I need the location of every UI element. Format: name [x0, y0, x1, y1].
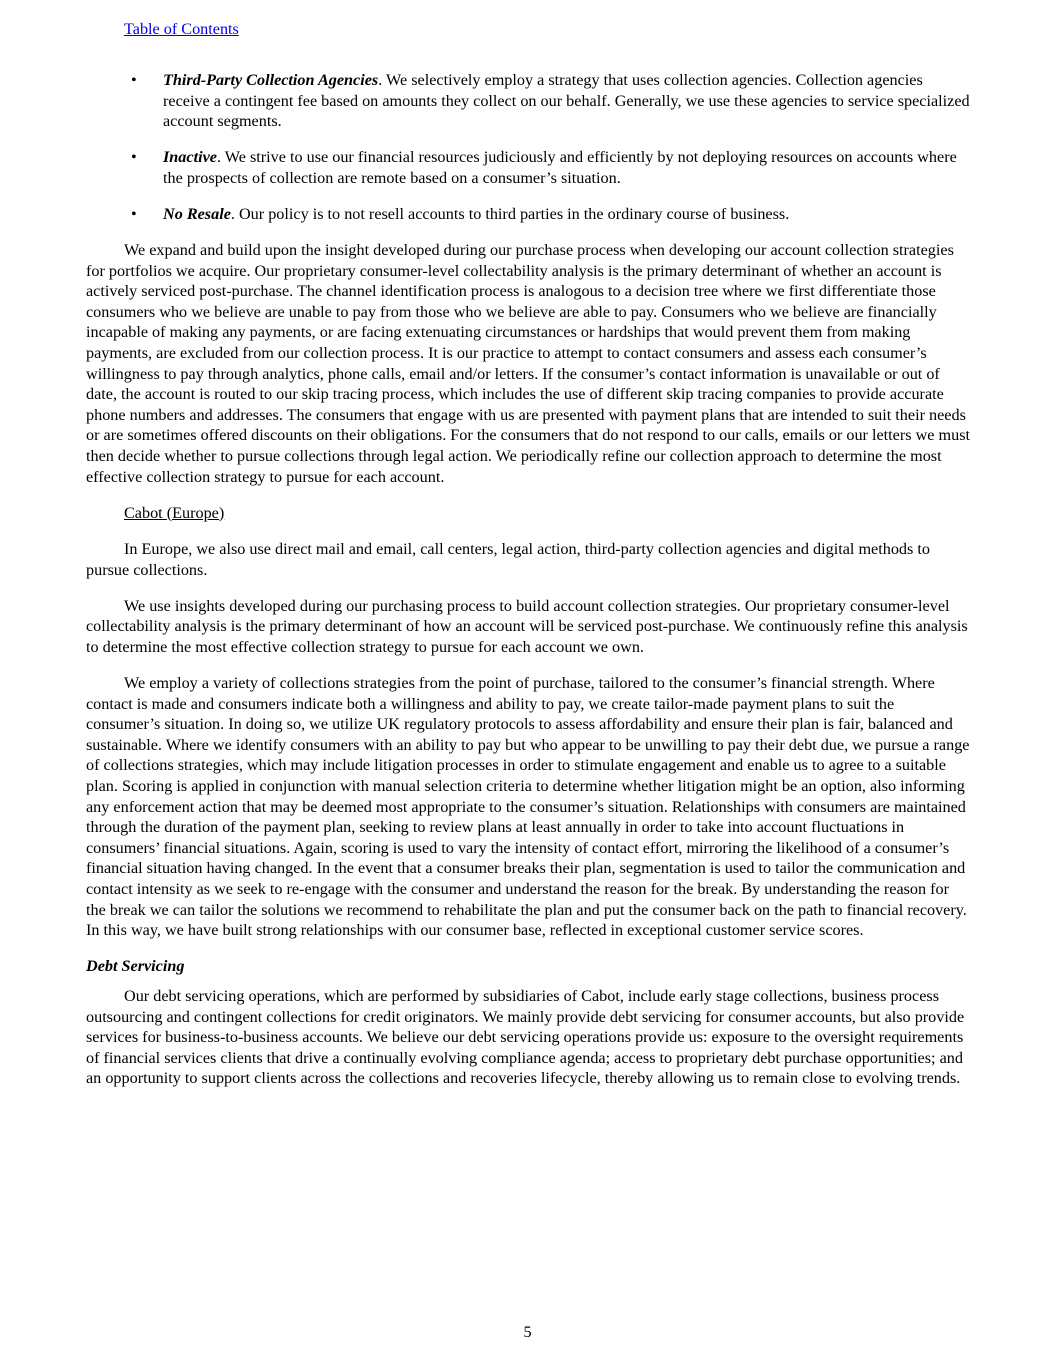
list-item-term: Inactive — [163, 148, 217, 167]
paragraph-europe-insights: We use insights developed during our purchasing process to build account collection strategies. Our proprietary consumer-level collectability analysis is the primary determinant of how an account will be serviced post-purchase. We continuously refine this analysis to determine the most effective collection strategy to pursue for each account we own. — [86, 596, 968, 656]
list-item — [86, 70, 970, 132]
bullet-icon: • — [131, 205, 137, 224]
paragraph-debt-servicing: Our debt servicing operations, which are performed by subsidiaries of Cabot, include early stage collections, business process outsourcing and contingent collections for credit originators. We mainly provide debt servicing for consumer accounts, but also provide services for business-to-business accounts. We believe our debt servicing operations provide us: exposure to the oversight requirements of financial services clients that drive a continually evolving compliance agenda; access to proprietary debt purchase opportunities; and an opportunity to support clients across the collections and recoveries lifecycle, thereby allowing us to remain close to evolving trends. — [86, 986, 965, 1088]
document-page — [86, 0, 970, 1365]
body-text — [86, 240, 970, 1105]
list-item-term: Third-Party Collection Agencies — [163, 71, 379, 89]
list-item — [86, 204, 970, 225]
paragraph-europe-strategies: We employ a variety of collections strategies from the point of purchase, tailored to the consumer’s financial strength. Where contact is made and consumers indicate both a willingness and ability to pay, we create tailor-made payment plans to suit the consumer’s situation. In doing so, we utilize UK regulatory protocols to assess affordability and ensure their plan is fair, balanced and sustainable. Where we identify consumers with an ability to pay but who appear to be unwilling to pay their debt due, we pursue a range of collections strategies, which may include litigation processes in order to stimulate engagement and enable us to agree to a suitable plan. Scoring is applied in conjunction with manual selection criteria to determine whether litigation might be an option, also informing any enforcement action that may be deemed most appropriate to the consumer’s situation. Relationships with consumers are maintained through the duration of the payment plan, seeking to review plans at least annually in order to take into account fluctuations in consumers’ financial situations. Again, scoring is used to vary the intensity of contact effort, mirroring the likelihood of a consumer’s financial situation having changed. In the event that a consumer breaks their plan, segmentation is used to tailor the communication and contact intensity as we seek to re-engage with the consumer and understand the reason for the break. By understanding the reason for the break we can tailor the solutions we recommend to rehabilitate the plan and put the consumer back on the path to financial recovery. In this way, we have built strong relationships with our consumer base, reflected in exceptional customer service scores. — [86, 674, 970, 940]
bullet-icon: • — [131, 71, 137, 89]
subheading-cabot-europe: Cabot (Europe) — [124, 503, 225, 522]
list-item-text: . We strive to use our financial resources judiciously and efficiently by not deploying resources on accounts where the prospects of collection are remote based on a consumer’s situation. — [163, 148, 957, 187]
collection-methods-list — [86, 70, 970, 240]
section-heading-debt-servicing: Debt Servicing — [86, 957, 185, 976]
page-number: 5 — [523, 1323, 532, 1341]
table-of-contents-link[interactable]: Table of Contents — [124, 20, 239, 38]
paragraph-europe-channels: In Europe, we also use direct mail and email, call centers, legal action, third-party collection agencies and digital methods to pursue collections. — [86, 539, 930, 579]
list-item-term: No Resale — [163, 205, 231, 224]
list-item — [86, 147, 970, 188]
list-item-text: . We selectively employ a strategy that uses collection agencies. Collection agencies receive a contingent fee based on amounts they collect on our behalf. Generally, we use these agencies to service specialized account segments. — [163, 71, 970, 131]
paragraph-us-collection-strategy: We expand and build upon the insight developed during our purchase process when developing our account collection strategies for portfolios we acquire. Our proprietary consumer-level collectability analysis is the primary determinant of whether an account is actively serviced post-purchase. The channel identification process is analogous to a decision tree where we first differentiate those consumers who we believe are unable to pay from those who we believe are able to pay. Consumers who we believe are financially incapable of making any payments, or are facing extenuating circumstances or hardships that would prevent them from making payments, are excluded from our collection process. It is our practice to attempt to contact consumers and assess each consumer’s willingness to pay through analytics, phone calls, email and/or letters. If the consumer’s contact information is unavailable or out of date, the account is routed to our skip tracing process, which includes the use of different skip tracing companies to provide accurate phone numbers and addresses. The consumers that engage with us are presented with payment plans that are intended to suit their needs or are sometimes offered discounts on their obligations. For the consumers that do not respond to our calls, emails or our letters we must then decide whether to pursue collections through legal action. We periodically refine our collection approach to determine the most effective collection strategy to pursue for each account. — [86, 241, 970, 486]
list-item-text: . Our policy is to not resell accounts to third parties in the ordinary course of business. — [230, 205, 790, 224]
bullet-icon: • — [131, 148, 137, 167]
